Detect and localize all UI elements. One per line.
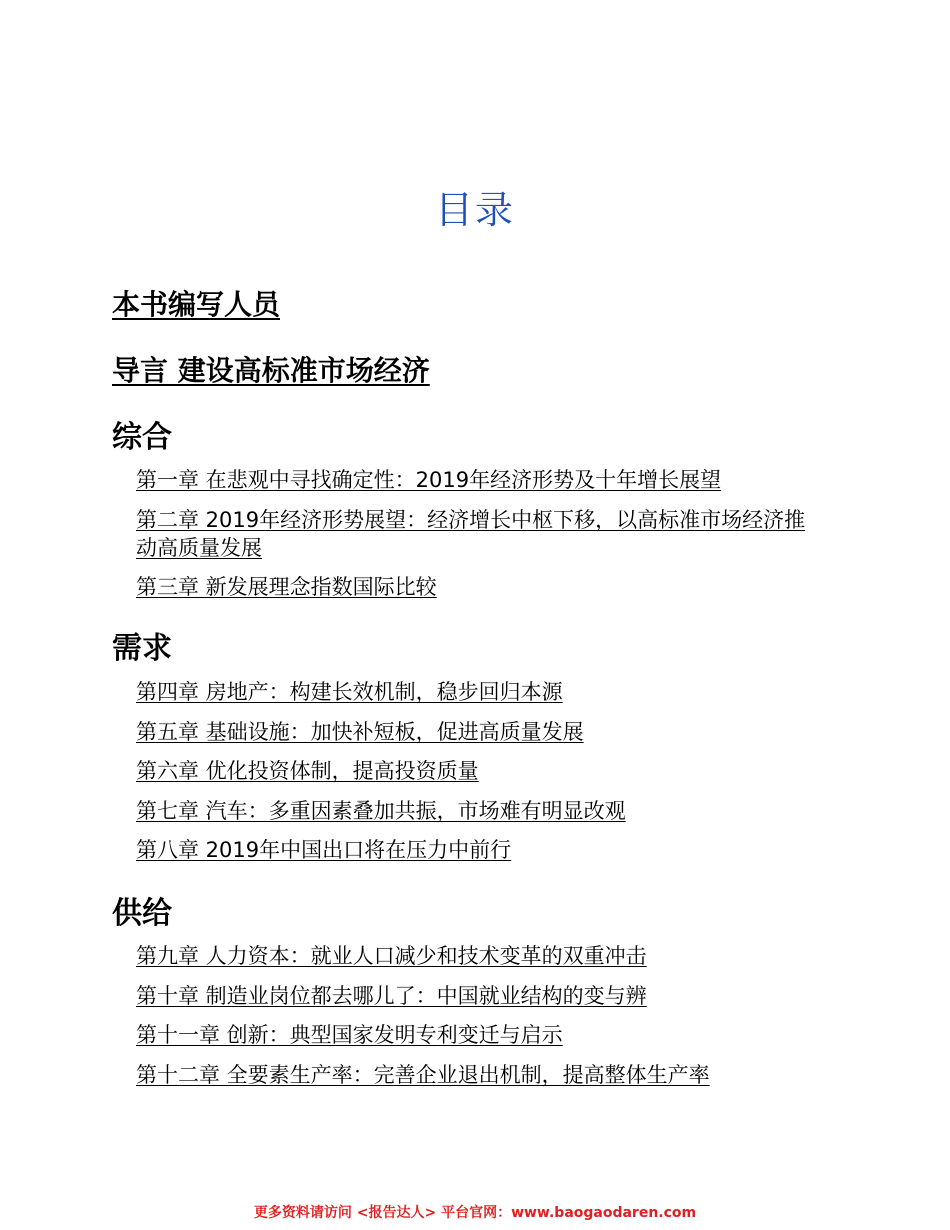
toc-chapter-link[interactable]: 第九章 人力资本：就业人口减少和技术变革的双重冲击: [136, 944, 647, 968]
toc-link-introduction[interactable]: 导言 建设高标准市场经济: [112, 354, 430, 387]
toc-chapter-link[interactable]: 第六章 优化投资体制，提高投资质量: [136, 759, 479, 783]
toc-chapter-link[interactable]: 第三章 新发展理念指数国际比较: [136, 575, 437, 599]
toc-group-heading: 需求: [112, 631, 172, 666]
toc-chapter-link[interactable]: 第十一章 创新：典型国家发明专利变迁与启示: [136, 1023, 563, 1047]
footer-website-link[interactable]: 更多资料请访问 <报告达人> 平台官网：www.baogaodaren.com: [253, 1205, 697, 1221]
page-title: 目录: [434, 188, 515, 232]
toc-chapter-link[interactable]: 第十章 制造业岗位都去哪儿了：中国就业结构的变与辨: [136, 984, 647, 1008]
toc-group-heading: 供给: [112, 896, 172, 931]
toc-chapter-link[interactable]: 第二章 2019年经济形势展望：经济增长中枢下移，以高标准市场经济推动高质量发展: [136, 508, 806, 560]
toc-chapter-link[interactable]: 第十二章 全要素生产率：完善企业退出机制，提高整体生产率: [136, 1063, 710, 1087]
toc-chapter-link[interactable]: 第一章 在悲观中寻找确定性：2019年经济形势及十年增长展望: [136, 468, 722, 492]
toc-chapter-link[interactable]: 第八章 2019年中国出口将在压力中前行: [136, 838, 512, 862]
toc-chapter-link[interactable]: 第五章 基础设施：加快补短板，促进高质量发展: [136, 720, 584, 744]
toc-chapter-link[interactable]: 第四章 房地产：构建长效机制，稳步回归本源: [136, 680, 563, 704]
toc-link-authors[interactable]: 本书编写人员: [112, 288, 281, 321]
toc-chapter-link[interactable]: 第七章 汽车：多重因素叠加共振，市场难有明显改观: [136, 799, 626, 823]
toc-group-heading: 综合: [112, 420, 172, 455]
